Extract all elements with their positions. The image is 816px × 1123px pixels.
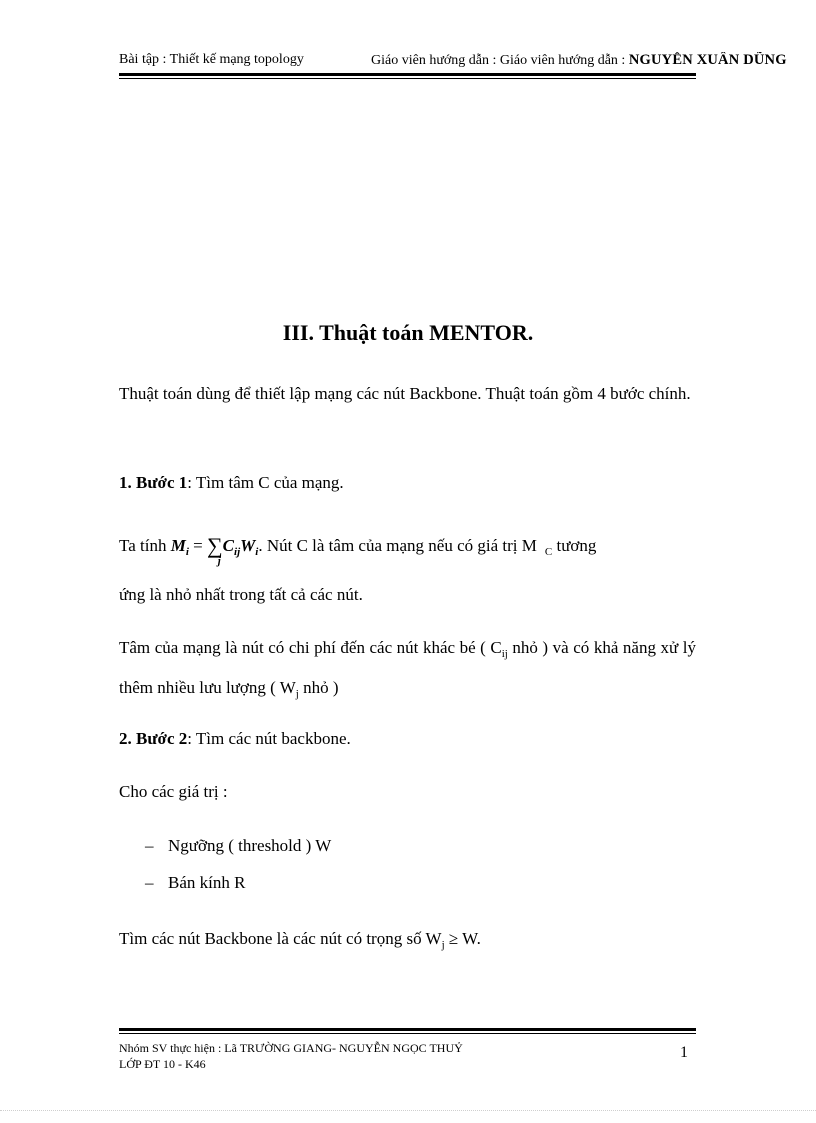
criteria-part1: Tìm các nút Backbone là các nút có trọng số W	[119, 929, 442, 948]
header-rule-thin	[119, 78, 696, 79]
header-instructor-label: Giáo viên hướng dẫn : Giáo viên hướng dẫn :	[371, 53, 629, 68]
criteria-sub: j	[441, 939, 445, 951]
sigma-index: j	[217, 555, 221, 567]
formula-w-sub: i	[255, 546, 259, 558]
sigma-symbol: ∑	[206, 533, 223, 558]
given-values-text: Cho các giá trị :	[119, 782, 228, 801]
intro-paragraph: Thuật toán dùng để thiết lập mạng các nút Backbone. Thuật toán gồm 4 bước chính.	[119, 384, 691, 403]
formula-lhs-sub: i	[185, 546, 189, 558]
step2-heading	[119, 722, 696, 756]
center-part2: nhỏ ) và có khả năng xử lý thêm nhiều lưu lượng ( W	[119, 638, 696, 697]
step2-text: : Tìm các nút backbone.	[187, 729, 351, 748]
header-instructor	[371, 52, 787, 69]
header-rule-thick	[119, 73, 696, 76]
step1-label: 1. Bước 1	[119, 473, 188, 492]
header-teacher-name: NGUYỄN XUÂN DŨNG	[628, 52, 787, 68]
footer-rule-thick	[119, 1028, 696, 1031]
step2-label: 2. Bước 2	[119, 729, 188, 748]
formula-lhs: M	[170, 536, 186, 555]
bullet-item	[145, 873, 245, 893]
center-part3: nhỏ )	[298, 678, 339, 697]
formula-prefix: Ta tính	[119, 536, 171, 555]
header-course-title: Bài tập : Thiết kế mạng topology	[119, 52, 304, 67]
bullet-item	[145, 836, 331, 856]
criteria-part2: ≥ W.	[444, 929, 481, 948]
bullet-dash: –	[145, 836, 154, 855]
footer-class: LỚP ĐT 10 - K46	[119, 1057, 206, 1071]
bullet-text: Bán kính R	[168, 873, 246, 892]
footer-authors: Nhóm SV thực hiện : Lã TRƯỜNG GIANG- NGUYỄN NGỌC THUỶ	[119, 1041, 463, 1055]
formula-paragraph	[119, 527, 696, 569]
center-part1: Tâm của mạng là nút có chi phí đến các nút khác bé ( C	[119, 638, 502, 657]
step1-heading	[119, 466, 696, 500]
center-sub1: ij	[501, 648, 508, 660]
page-bottom-border	[0, 1110, 816, 1111]
center-sub2: j	[295, 688, 299, 700]
center-paragraph	[119, 631, 696, 711]
section-title: III. Thuật toán MENTOR.	[282, 320, 534, 345]
formula-text-after: . Nút C là tâm của mạng nếu có giá trị M	[258, 536, 537, 555]
mi-formula	[171, 527, 259, 569]
formula-text-end: tương	[552, 536, 597, 555]
step1-text: : Tìm tâm C của mạng.	[187, 473, 344, 492]
formula-c: C	[222, 536, 235, 555]
backbone-criteria	[119, 922, 696, 962]
page-number: 1	[680, 1044, 688, 1061]
formula-c-sub: ij	[234, 546, 241, 558]
mc-sub: C	[544, 546, 553, 558]
bullet-dash: –	[145, 873, 154, 892]
formula-equals: =	[188, 536, 207, 555]
page-header	[119, 52, 816, 74]
formula-w: W	[240, 536, 256, 555]
bullet-text: Ngưỡng ( threshold ) W	[168, 836, 332, 855]
footer-rule-thin	[119, 1033, 696, 1034]
formula-paragraph-line2: ứng là nhỏ nhất trong tất cả các nút.	[119, 585, 363, 604]
